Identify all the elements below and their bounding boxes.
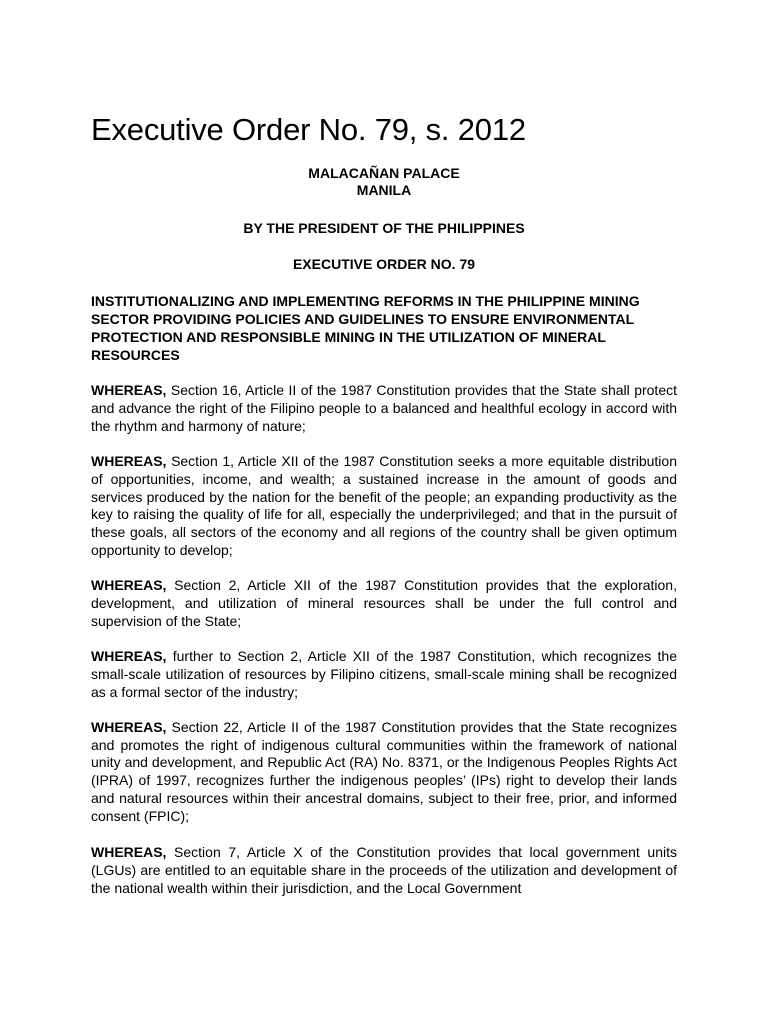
document-page bbox=[91, 112, 677, 898]
whereas-paragraph bbox=[91, 844, 677, 898]
order-subject: INSTITUTIONALIZING AND IMPLEMENTING REFORMS IN THE PHILIPPINE MINING SECTOR PROVIDING POLICIES AND GUIDELINES TO ENSURE ENVIRONMENTAL PROTECTION AND RESPONSIBLE MINING IN THE UTILIZATION OF MINERAL RESOURCES bbox=[91, 293, 640, 363]
whereas-lead: WHEREAS, bbox=[91, 452, 167, 469]
whereas-text: Section 16, Article II of the 1987 Constitution provides that the State shall protect and advance the right of the Filipino people to a balanced and healthful ecology in accord with the rhythm and harmony of nature; bbox=[91, 382, 677, 434]
whereas-text: Section 7, Article X of the Constitution provides that local government units (LGUs) are entitled to an equitable share in the proceeds of the utilization and development of the national wealth within their jurisdiction, and the Local Government bbox=[91, 844, 677, 896]
issuer-heading: BY THE PRESIDENT OF THE PHILIPPINES bbox=[243, 220, 525, 236]
whereas-lead: WHEREAS, bbox=[91, 382, 167, 398]
whereas-paragraph bbox=[91, 719, 677, 826]
whereas-paragraph bbox=[91, 382, 677, 436]
order-number-heading: EXECUTIVE ORDER NO. 79 bbox=[292, 256, 476, 272]
document-title: Executive Order No. 79, s. 2012 bbox=[91, 112, 526, 147]
whereas-text: Section 2, Article XII of the 1987 Constitution provides that the exploration, development, and utilization of mineral resources shall be under the full control and supervision of the State; bbox=[91, 577, 677, 629]
whereas-text: Section 22, Article II of the 1987 Constitution provides that the State recognizes and promotes the right of indigenous cultural communities within the framework of national unity and development, and Republic Act (RA) No. 8371, or the Indigenous Peoples Rights Act (IPRA) of 1997, recognizes further the indigenous peoples’ (IPs) right to develop their lands and natural resources within their ancestral domains, subject to their free, prior, and informed consent (FPIC); bbox=[91, 718, 677, 825]
whereas-lead: WHEREAS, bbox=[91, 844, 167, 861]
whereas-paragraph bbox=[91, 577, 677, 631]
palace-heading: MALACAÑAN PALACE bbox=[308, 165, 460, 181]
whereas-text: further to Section 2, Article XII of the 1987 Constitution, which recognizes the small-scale utilization of resources by Filipino citizens, small-scale mining shall be recognized as a formal sector of the industry; bbox=[91, 647, 677, 700]
whereas-paragraph bbox=[91, 648, 677, 702]
whereas-text: Section 1, Article XII of the 1987 Constitution seeks a more equitable distribution of opportunities, income, and wealth; a sustained increase in the amount of goods and services produced by the nation for the benefit of the people; an expanding productivity as the key to raising the quality of life for all, especially the underprivileged; and that in the pursuit of these goals, all sectors of the economy and all regions of the country shall be given optimum opportunity to develop; bbox=[91, 452, 677, 559]
whereas-lead: WHEREAS, bbox=[91, 577, 167, 594]
whereas-paragraph bbox=[91, 453, 677, 560]
whereas-lead: WHEREAS, bbox=[91, 647, 167, 664]
whereas-lead: WHEREAS, bbox=[91, 718, 167, 735]
city-heading: MANILA bbox=[356, 182, 412, 198]
